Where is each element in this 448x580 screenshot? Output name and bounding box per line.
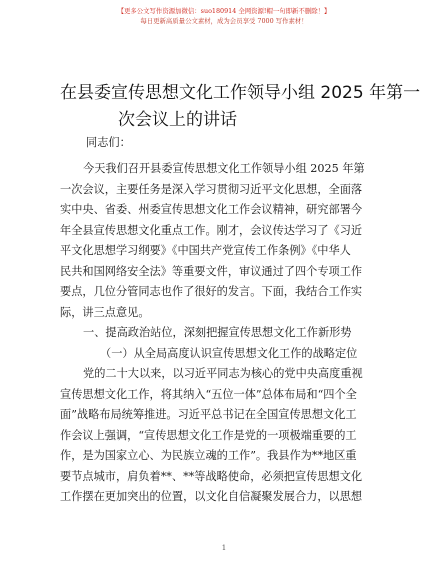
page-number: 1 bbox=[221, 544, 227, 552]
title-line-1: 在县委宣传思想文化工作领导小组 2025 年第一 bbox=[60, 83, 421, 103]
body-line: 年全县宣传思想文化重点工作。刚才，会议传达学习了《习近 bbox=[60, 223, 363, 237]
body-line: 宣传思想文化工作，将其纳入“五位一体”总体布局和“四个全 bbox=[60, 387, 357, 401]
body-line: 要点，几位分管同志也作了很好的发言。下面，我结合工作实 bbox=[60, 285, 363, 298]
body-line: 一次会议，主要任务是深入学习贯彻习近平文化思想，全面落 bbox=[60, 182, 363, 196]
body-line: 今天我们召开县委宣传思想文化工作领导小组 2025 年第 bbox=[83, 162, 365, 175]
body-line: 面”战略布局统筹推进。习近平总书记在全国宣传思想文化工 bbox=[60, 408, 357, 421]
section-heading: 一、提高政治站位，深刻把握宣传思想文化工作新形势 bbox=[83, 326, 352, 339]
subsection-heading: （一）从全局高度认识宣传思想文化工作的战略定位 bbox=[100, 346, 358, 360]
body-line: 实中央、省委、州委宣传思想文化工作会议精神，研究部署今 bbox=[60, 203, 363, 216]
body-line: 党的二十大以来，以习近平同志为核心的党中央高度重视 bbox=[83, 367, 363, 380]
body-line: 要节点城市，肩负着**、**等战略使命，必须把宣传思想文化 bbox=[60, 469, 363, 483]
body-line: 际，讲三点意见。 bbox=[60, 305, 150, 319]
body-line: 平文化思想学习纲要》《中国共产党宣传工作条例》《中华人 bbox=[60, 244, 351, 257]
greeting: 同志们： bbox=[86, 136, 131, 149]
body-line: 作，是为国家立心、为民族立魂的工作”。我县作为**地区重 bbox=[60, 449, 357, 462]
body-line: 作会议上强调，“宣传思想文化工作是党的一项极端重要的工 bbox=[60, 428, 357, 442]
promo-banner bbox=[0, 6, 448, 26]
title-line-2: 次会议上的讲话 bbox=[118, 110, 237, 130]
promo-banner-line-2: 每日更新高质量公文素材，成为会员享受 7000 写作素材！ bbox=[140, 17, 308, 25]
document-body bbox=[60, 159, 390, 508]
body-line: 工作摆在更加突出的位置，以文化自信凝聚发展合力，以思想 bbox=[60, 490, 363, 503]
body-line: 民共和国网络安全法》等重要文件，审议通过了四个专项工作 bbox=[60, 264, 363, 278]
promo-banner-line-1: 【更多公文写作资源加微信：suo180914 全网资源!帽一句即新不删除！】 bbox=[117, 7, 331, 15]
document-title bbox=[60, 80, 421, 134]
